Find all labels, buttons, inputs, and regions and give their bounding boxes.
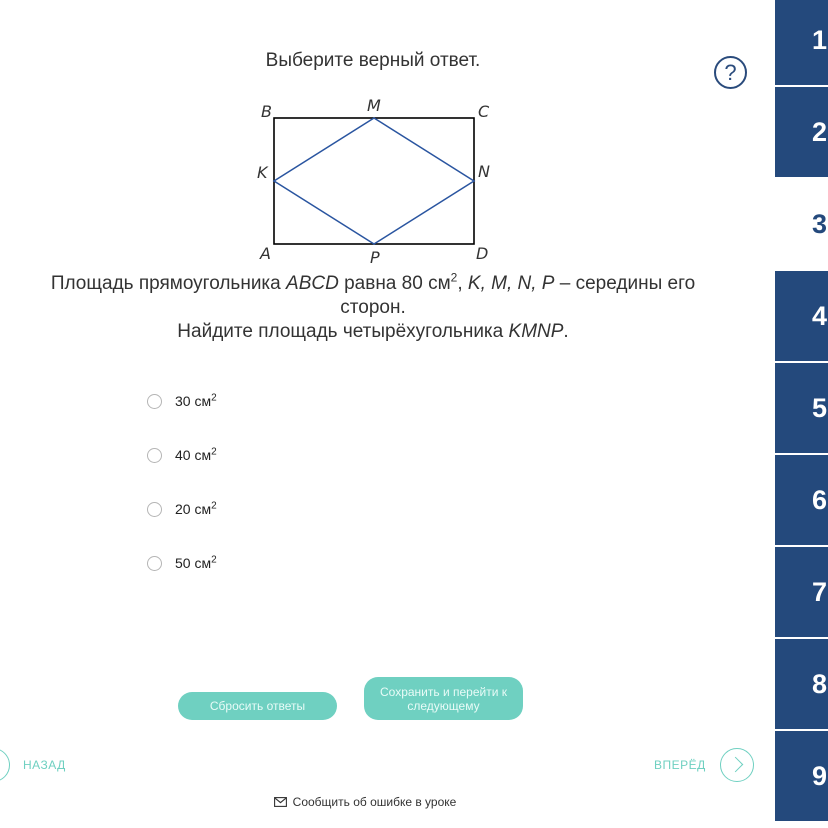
nav-forward-button[interactable]: [654, 748, 754, 782]
sidebar-item-5[interactable]: 5: [775, 363, 828, 453]
label-p: P: [370, 248, 380, 267]
radio-button[interactable]: [147, 394, 162, 409]
sidebar-item-7[interactable]: 7: [775, 547, 828, 637]
chevron-right-icon[interactable]: [720, 748, 754, 782]
instruction-text: Выберите верный ответ.: [265, 50, 481, 71]
option-label: 50 $см^2$: [175, 554, 217, 571]
question-line2-suffix: .: [563, 321, 569, 342]
question-text: [40, 272, 706, 344]
radio-button[interactable]: [147, 502, 162, 517]
question-comma: ,: [457, 273, 468, 294]
sidebar-item-8[interactable]: 8: [775, 639, 828, 729]
sidebar-item-1[interactable]: 1: [775, 0, 828, 85]
answer-option[interactable]: [147, 444, 217, 466]
answer-option[interactable]: [147, 552, 217, 574]
envelope-icon: [274, 797, 287, 807]
help-question-icon[interactable]: ?: [714, 56, 747, 89]
nav-back-label[interactable]: НАЗАД: [23, 758, 66, 772]
answer-option[interactable]: [147, 390, 217, 412]
question-part2: равна 80 см: [338, 273, 451, 294]
option-label: 20 $см^2$: [175, 500, 217, 517]
question-part1: Площадь прямоугольника: [50, 273, 287, 294]
sidebar-item-6[interactable]: 6: [775, 455, 828, 545]
nav-back-button[interactable]: [0, 748, 66, 782]
back-circle-icon[interactable]: [0, 748, 10, 782]
label-c: C: [478, 102, 490, 121]
reset-answers-button[interactable]: Сбросить ответы: [178, 692, 337, 720]
sidebar-item-3[interactable]: 3: [775, 179, 828, 269]
option-label: 30 $см^2$: [175, 392, 217, 409]
save-next-button[interactable]: Сохранить и перейти к следующему: [364, 677, 523, 720]
report-label[interactable]: Сообщить об ошибке в уроке: [292, 795, 457, 809]
sidebar-item-4[interactable]: 4: [775, 271, 828, 361]
rectangle-rhombus-diagram: [250, 92, 500, 270]
geometry-figure: [250, 92, 500, 270]
report-error-link[interactable]: [0, 795, 730, 809]
label-a: A: [260, 244, 271, 263]
question-abcd: ABCD: [286, 273, 339, 294]
radio-button[interactable]: [147, 556, 162, 571]
label-d: D: [476, 244, 489, 263]
question-part3: – середины его сторон.: [340, 273, 696, 318]
question-kmnp: KMNP: [508, 321, 564, 342]
question-sup: 2: [450, 270, 458, 285]
rectangle-abcd: [274, 118, 474, 244]
label-k: K: [257, 163, 268, 182]
question-sidebar: [775, 0, 828, 828]
nav-forward-label[interactable]: ВПЕРЁД: [654, 758, 706, 772]
answer-options: [147, 390, 217, 606]
rhombus-kmnp: [274, 118, 474, 244]
answer-option[interactable]: [147, 498, 217, 520]
question-line2-prefix: Найдите площадь четырёхугольника: [177, 321, 509, 342]
radio-button[interactable]: [147, 448, 162, 463]
sidebar-item-2[interactable]: 2: [775, 87, 828, 177]
label-b: B: [261, 102, 272, 121]
sidebar-item-9[interactable]: 9: [775, 731, 828, 821]
question-points: K, M, N, P: [467, 273, 555, 294]
option-label: 40 $см^2$: [175, 446, 217, 463]
label-n: N: [478, 162, 490, 181]
label-m: M: [367, 96, 381, 115]
